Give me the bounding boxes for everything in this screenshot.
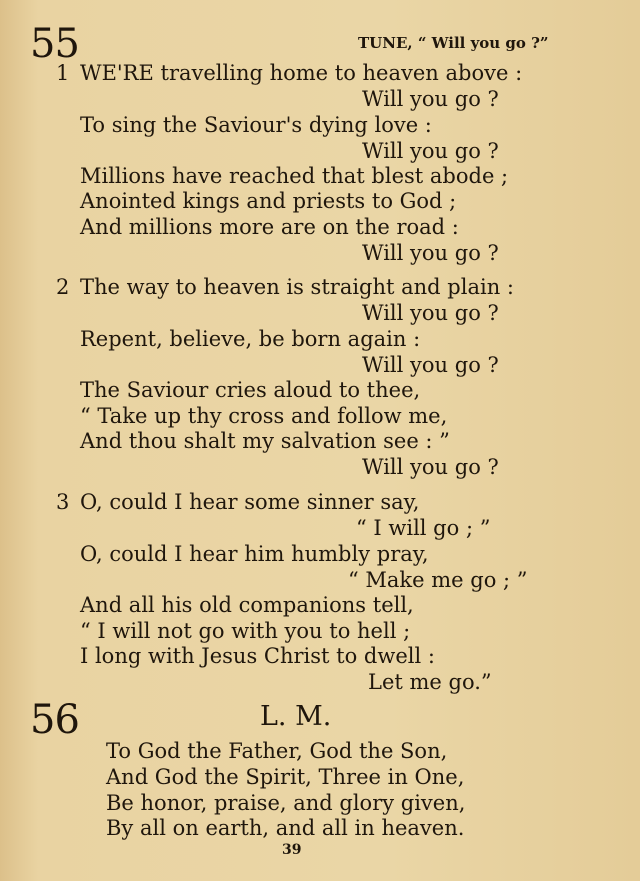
verse-line: And thou shalt my salvation see : ” <box>80 429 450 453</box>
verse-refrain: Will you go ? <box>362 139 499 163</box>
verse-refrain: Will you go ? <box>362 301 499 325</box>
doxology-line: To God the Father, God the Son, <box>106 739 448 763</box>
verse-line: WE'RE travelling home to heaven above : <box>80 61 523 85</box>
verse-line: The Saviour cries aloud to thee, <box>80 378 421 402</box>
verse-number: 1 <box>56 61 70 85</box>
doxology-line: By all on earth, and all in heaven. <box>106 816 465 840</box>
verse-line: And millions more are on the road : <box>80 215 459 239</box>
verse-number: 3 <box>56 490 70 514</box>
page-number: 39 <box>282 842 302 858</box>
tune-line: TUNE, “ Will you go ?” <box>358 34 549 52</box>
verse-refrain: Will you go ? <box>362 353 499 377</box>
verse-line: Anointed kings and priests to God ; <box>80 189 457 213</box>
verse-line: Millions have reached that blest abode ; <box>80 164 509 188</box>
verse-line: I long with Jesus Christ to dwell : <box>80 644 435 668</box>
verse-line: To sing the Saviour's dying love : <box>80 113 432 137</box>
verse-line: Repent, believe, be born again : <box>80 327 421 351</box>
verse-number: 2 <box>56 275 70 299</box>
verse-line: And all his old companions tell, <box>80 593 414 617</box>
verse-refrain: Will you go ? <box>362 87 499 111</box>
verse-refrain: “ Make me go ; ” <box>348 568 528 592</box>
meter-heading: L. M. <box>260 701 332 732</box>
doxology-line: And God the Spirit, Three in One, <box>106 765 465 789</box>
verse-refrain: “ I will go ; ” <box>356 516 491 540</box>
verse-refrain: Will you go ? <box>362 241 499 265</box>
verse-line: O, could I hear some sinner say, <box>80 490 420 514</box>
verse-refrain: Will you go ? <box>362 455 499 479</box>
verse-line: “ I will not go with you to hell ; <box>80 619 411 643</box>
verse-line: O, could I hear him humbly pray, <box>80 542 429 566</box>
doxology-line: Be honor, praise, and glory given, <box>106 791 466 815</box>
verse-line: “ Take up thy cross and follow me, <box>80 404 448 428</box>
verse-line: The way to heaven is straight and plain : <box>80 275 514 299</box>
verse-refrain: Let me go.” <box>368 670 492 694</box>
hymn-number: 55 <box>30 21 79 67</box>
hymn-number: 56 <box>30 697 79 743</box>
